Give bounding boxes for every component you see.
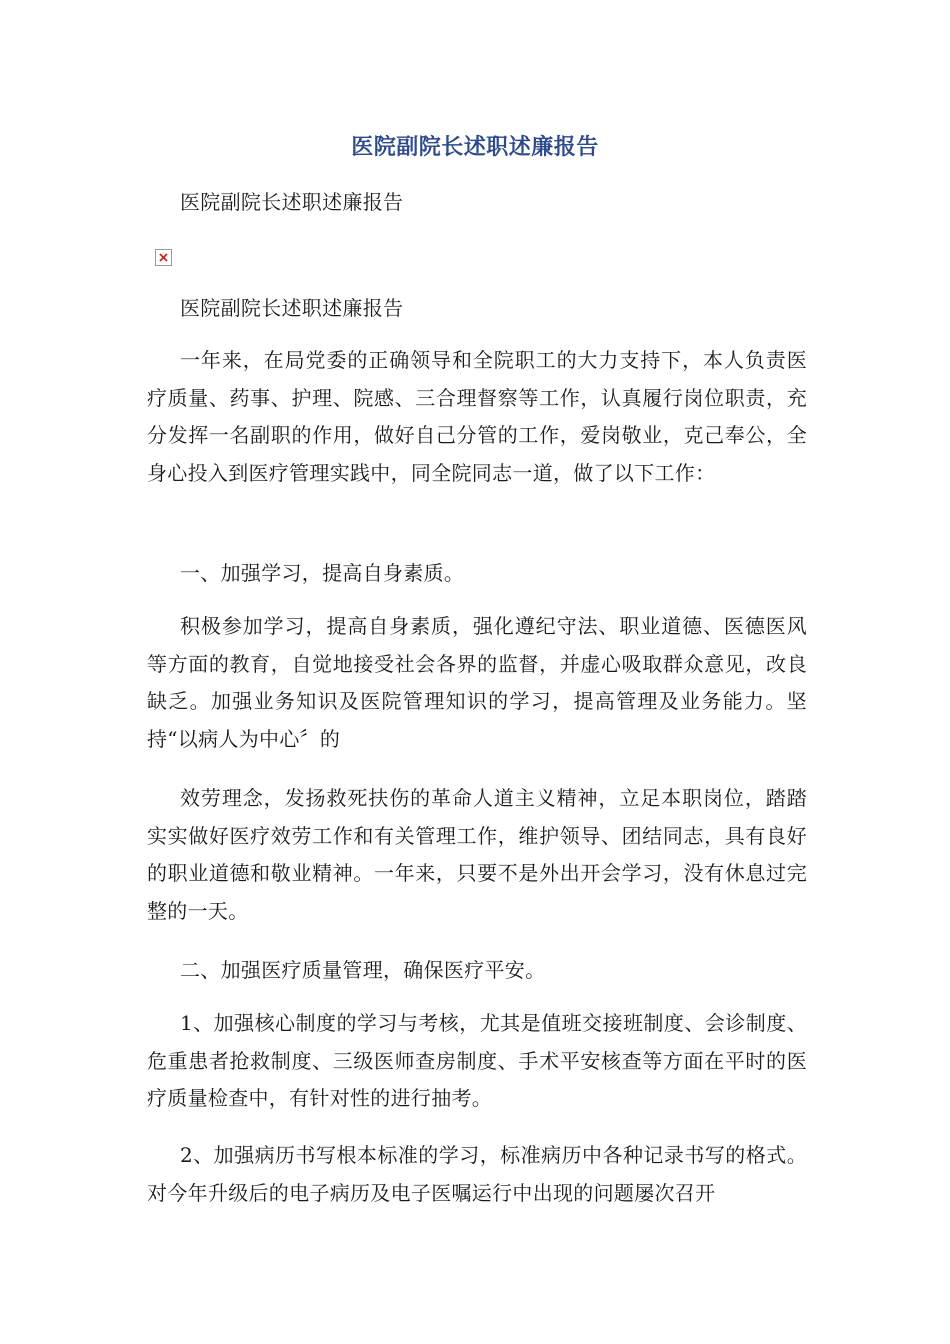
paragraph-item-2: 2、加强病历书写根本标准的学习，标准病历中各种记录书写的格式。对今年升级后的电子病历及电子医嘱运行中出现的问题屡次召开 — [147, 1143, 807, 1205]
paragraph-item-1: 1、加强核心制度的学习与考核，尤其是值班交接班制度、会诊制度、危重患者抢救制度、三级医师查房制度、手术平安核查等方面在平时的医疗质量检查中，有针对性的进行抽考。 — [147, 1011, 807, 1110]
paragraph-intro: 一年来，在局党委的正确领导和全院职工的大力支持下，本人负责医疗质量、药事、护理、院感、三合理督察等工作，认真履行岗位职责，充分发挥一名副职的作用，做好自己分管的工作，爱岗敬业，克己奉公，全身心投入到医疗管理实践中，同全院同志一道，做了以下工作： — [147, 348, 807, 485]
paragraph-study: 积极参加学习，提高自身素质，强化遵纪守法、职业道德、医德医风等方面的教育，自觉地接受社会各界的监督，并虚心吸取群众意见，改良缺乏。加强业务知识及医院管理知识的学习，提高管理及业务能力。坚持“以病人为中心〞的 — [147, 614, 807, 751]
section-heading-2: 二、加强医疗质量管理，确保医疗平安。 — [180, 958, 546, 982]
document-title: 医院副院长述职述廉报告 — [351, 135, 599, 160]
section-heading-1: 一、加强学习，提高自身素质。 — [180, 561, 465, 585]
broken-image-icon — [155, 249, 172, 266]
paragraph-service: 效劳理念，发扬救死扶伤的革命人道主义精神，立足本职岗位，踏踏实实做好医疗效劳工作和有关管理工作，维护领导、团结同志，具有良好的职业道德和敬业精神。一年来，只要不是外出开会学习，没有休息过完整的一天。 — [147, 786, 807, 923]
subtitle-line: 医院副院长述职述廉报告 — [180, 190, 404, 214]
heading-repeat: 医院副院长述职述廉报告 — [180, 296, 404, 320]
